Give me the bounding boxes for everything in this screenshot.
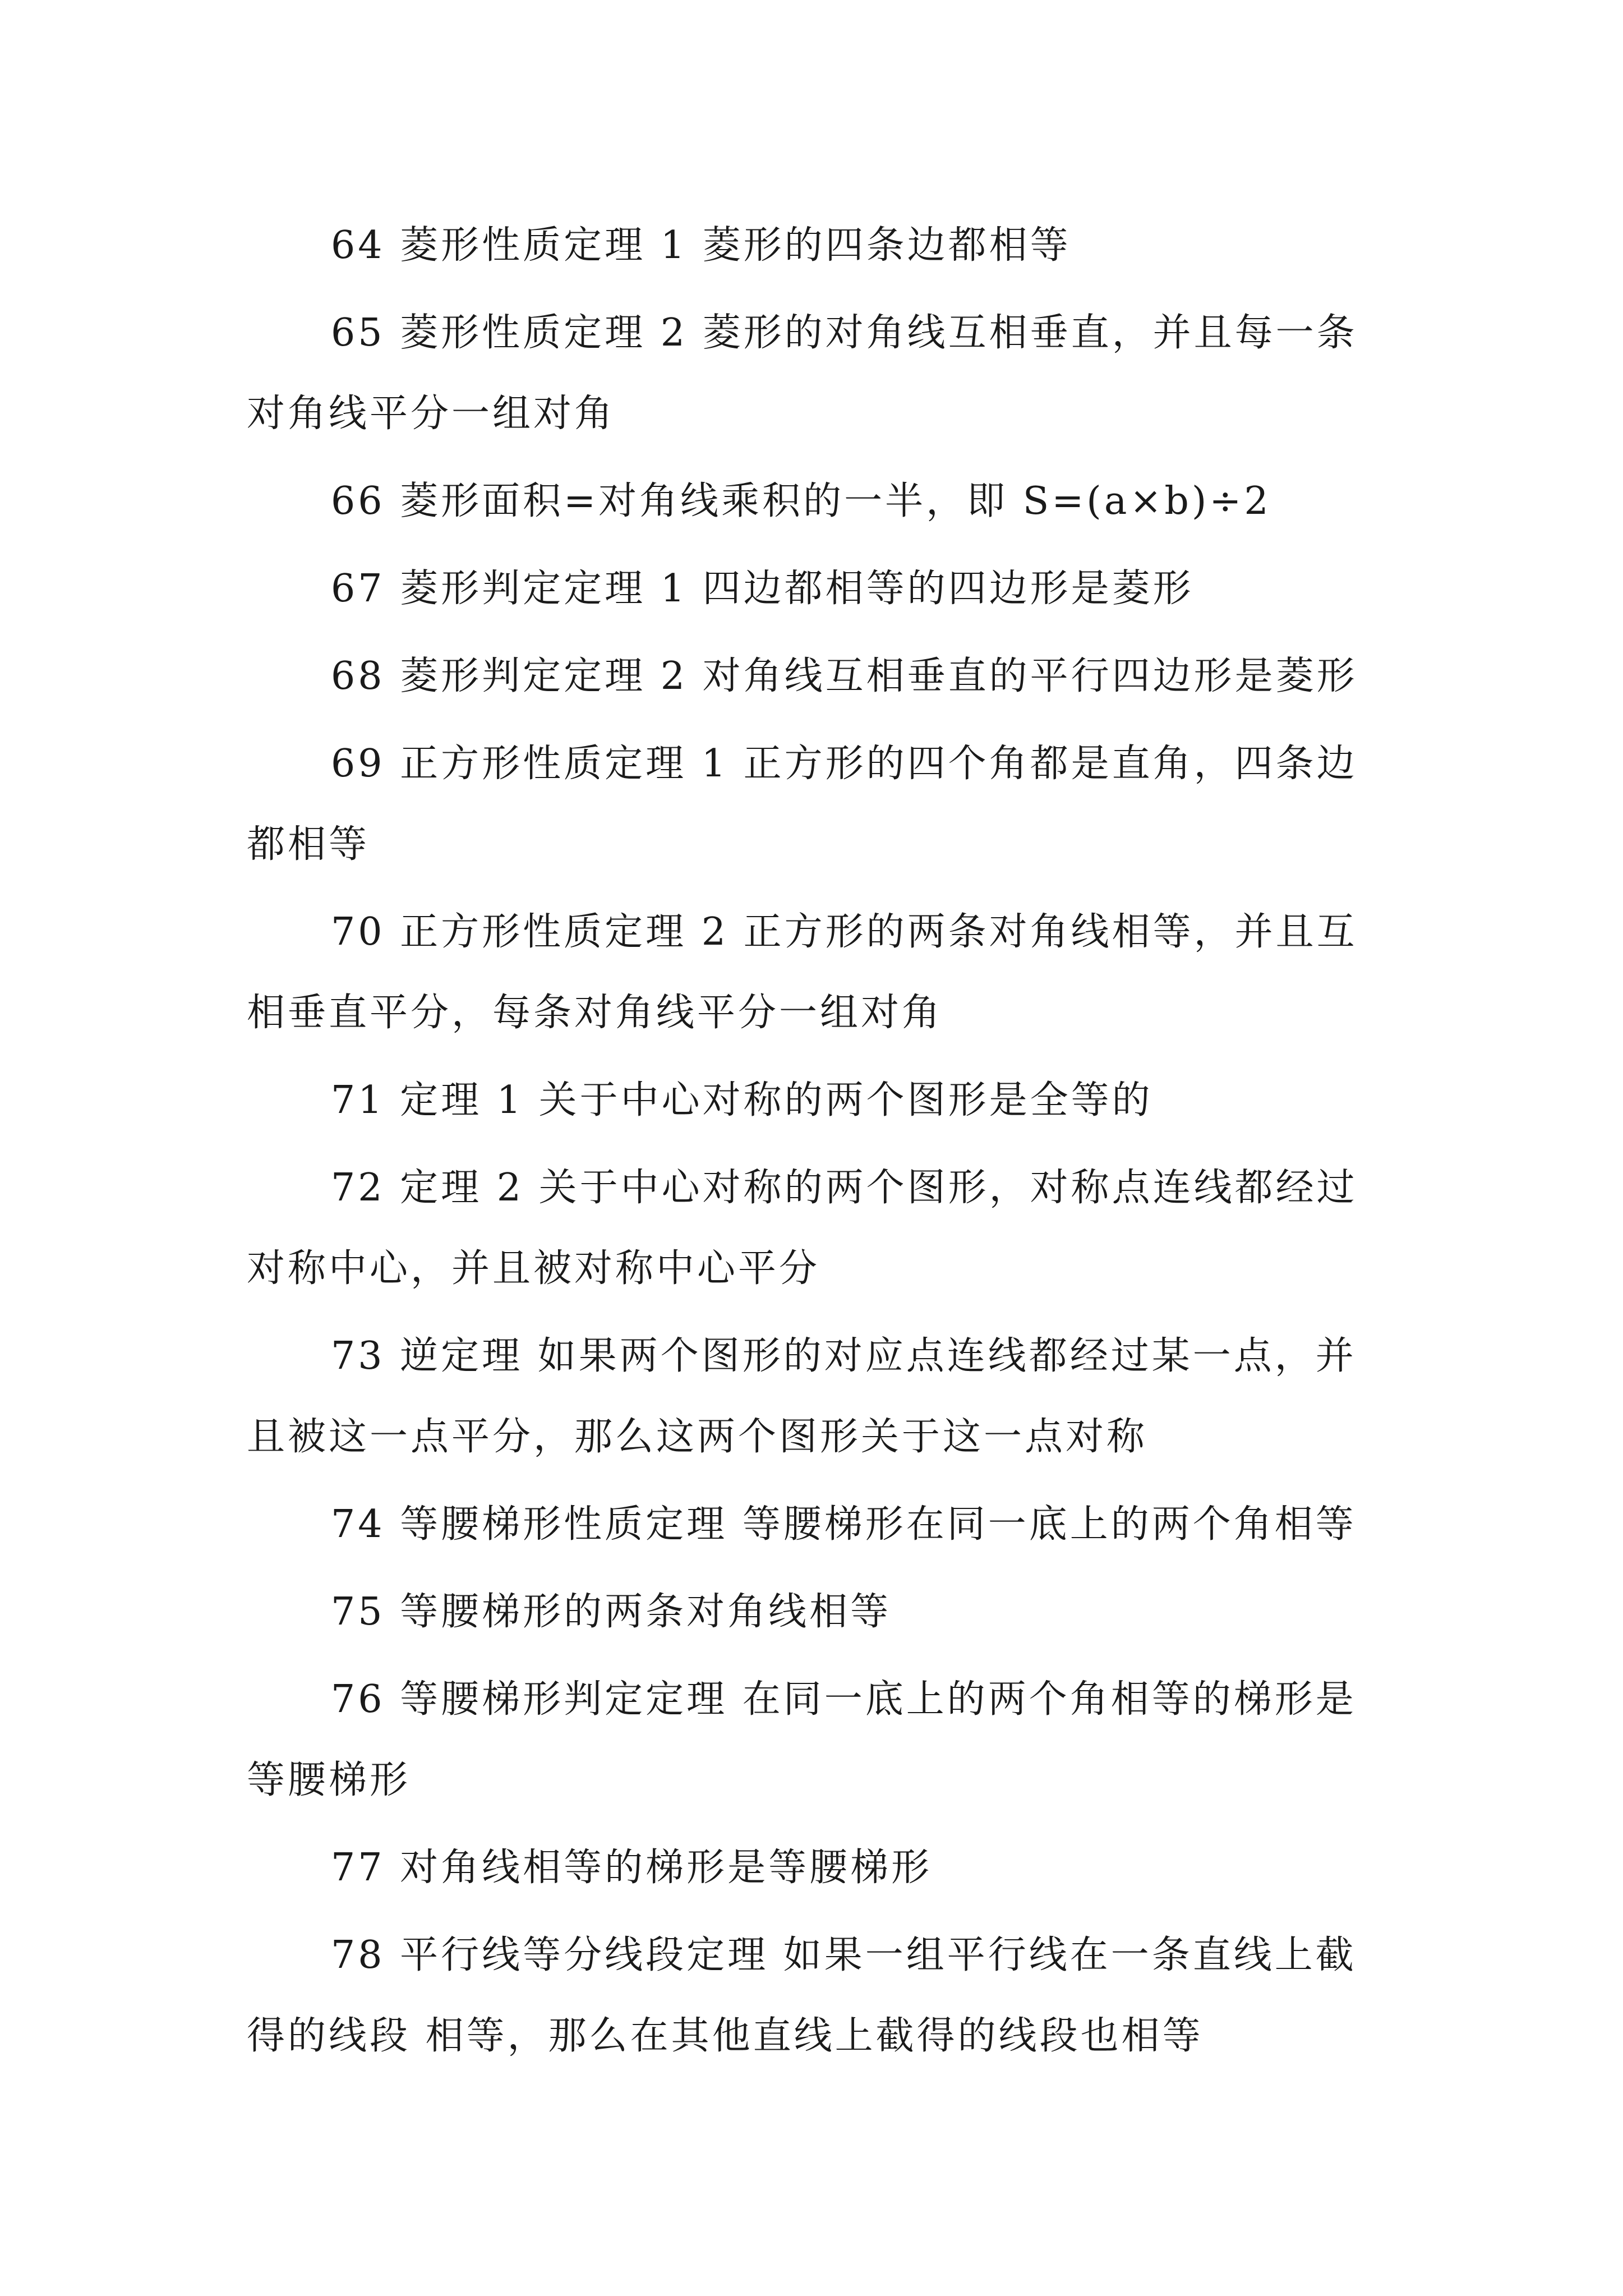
theorem-78: 78 平行线等分线段定理 如果一组平行线在一条直线上截得的线段 相等，那么在其他直线上截得的线段也相等 <box>247 1933 1357 2058</box>
theorem-71: 71 定理 1 关于中心对称的两个图形是全等的 <box>331 1078 1153 1122</box>
theorem-72: 72 定理 2 关于中心对称的两个图形，对称点连线都经过对称中心，并且被对称中心平分 <box>247 1166 1358 1291</box>
theorem-73: 73 逆定理 如果两个图形的对应点连线都经过某一点，并且被这一点平分，那么这两个图形关于这一点对称 <box>247 1334 1357 1459</box>
document-body <box>247 205 1391 2083</box>
theorem-74: 74 等腰梯形性质定理 等腰梯形在同一底上的两个角相等 <box>331 1502 1357 1547</box>
theorem-66: 66 菱形面积=对角线乘积的一半，即 S=(a×b)÷2 <box>331 479 1271 523</box>
theorem-64: 64 菱形性质定理 1 菱形的四条边都相等 <box>331 223 1071 268</box>
theorem-69: 69 正方形性质定理 1 正方形的四个角都是直角，四条边都相等 <box>247 742 1358 867</box>
theorem-65: 65 菱形性质定理 2 菱形的对角线互相垂直，并且每一条对角线平分一组对角 <box>247 311 1358 436</box>
theorem-75: 75 等腰梯形的两条对角线相等 <box>331 1590 892 1634</box>
theorem-77: 77 对角线相等的梯形是等腰梯形 <box>331 1846 933 1890</box>
theorem-70: 70 正方形性质定理 2 正方形的两条对角线相等，并且互相垂直平分，每条对角线平分一组对角 <box>247 910 1358 1035</box>
theorem-76: 76 等腰梯形判定定理 在同一底上的两个角相等的梯形是等腰梯形 <box>247 1677 1357 1802</box>
theorem-68: 68 菱形判定定理 2 对角线互相垂直的平行四边形是菱形 <box>331 654 1358 698</box>
theorem-67: 67 菱形判定定理 1 四边都相等的四边形是菱形 <box>331 567 1194 611</box>
